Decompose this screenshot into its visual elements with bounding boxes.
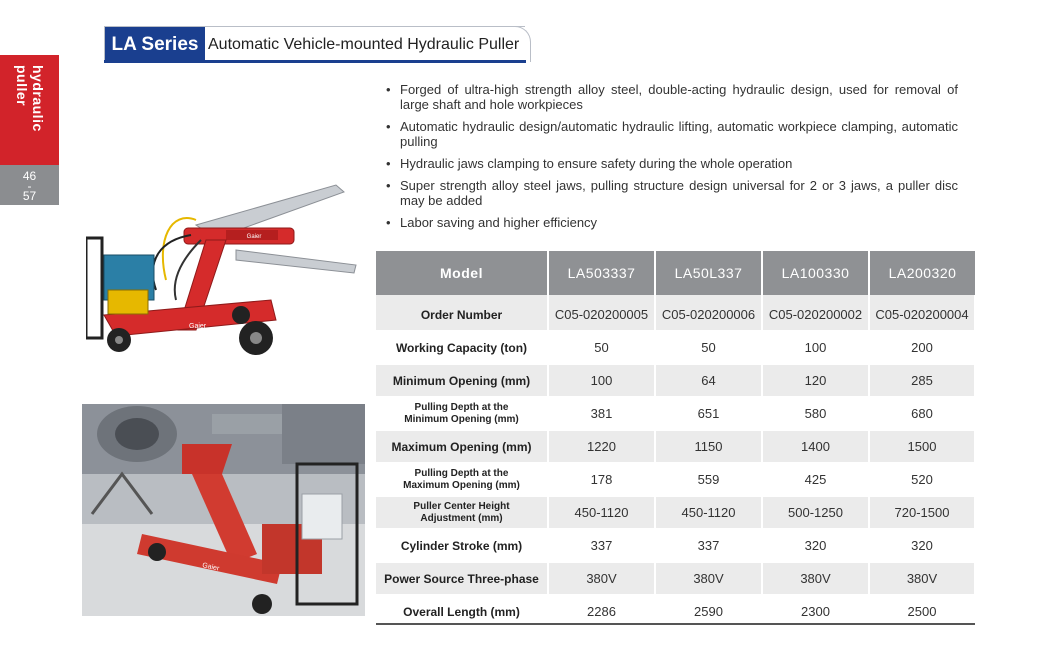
page-range-dash: - [27, 179, 32, 193]
table-row [376, 397, 975, 430]
column-header: LA100330 [762, 251, 869, 295]
table-cell: 520 [869, 463, 975, 496]
feature-list [386, 82, 958, 237]
table-row [376, 295, 975, 331]
table-cell: 450-1120 [548, 496, 655, 529]
table-cell: 2286 [548, 595, 655, 628]
table-cell: 580 [762, 397, 869, 430]
table-cell: 1150 [655, 430, 762, 463]
table-row [376, 364, 975, 397]
column-header: LA50L337 [655, 251, 762, 295]
row-label-line: Pulling Depth at the [414, 401, 509, 413]
row-label [376, 397, 548, 430]
row-label: Order Number [376, 295, 548, 331]
feature-item: • Forged of ultra-high strength alloy steel, double-acting hydraulic design, used for removal of large shaft and hole workpieces [386, 82, 958, 112]
row-label: Maximum Opening (mm) [376, 430, 548, 463]
row-label: Overall Length (mm) [376, 595, 548, 628]
table-cell: 680 [869, 397, 975, 430]
product-image [86, 180, 366, 360]
table-cell: 1500 [869, 430, 975, 463]
row-label-line: Puller Center Height [413, 500, 510, 512]
table-row [376, 496, 975, 529]
table-cell: 120 [762, 364, 869, 397]
table-cell: 200 [869, 331, 975, 364]
table-cell: 651 [655, 397, 762, 430]
series-subtitle: Automatic Vehicle-mounted Hydraulic Puller [208, 36, 520, 53]
page-range-end: 57 [22, 189, 37, 203]
row-label [376, 463, 548, 496]
title-tab [104, 26, 525, 62]
side-category-label: hydraulic puller [14, 65, 46, 132]
table-cell: 50 [655, 331, 762, 364]
feature-item: • Super strength alloy steel jaws, pulling structure design universal for 2 or 3 jaws, a puller disc may be added [386, 178, 958, 208]
table-cell: 425 [762, 463, 869, 496]
table-cell: 285 [869, 364, 975, 397]
row-label-line: Pulling Depth at the [414, 467, 509, 479]
table-cell: 720-1500 [869, 496, 975, 529]
table-cell: 178 [548, 463, 655, 496]
table-cell: C05-020200005 [548, 295, 655, 331]
row-label [376, 496, 548, 529]
table-row [376, 331, 975, 364]
table-cell: 380V [762, 562, 869, 595]
field-photo [82, 404, 365, 616]
table-cell: C05-020200004 [869, 295, 975, 331]
table-cell: 381 [548, 397, 655, 430]
table-cell: 100 [762, 331, 869, 364]
base-brand-label: Gaier [189, 323, 207, 330]
table-bottom-rule [376, 623, 975, 625]
photo-brand-label: Gaier [201, 562, 220, 573]
table-cell: 64 [655, 364, 762, 397]
row-label: Working Capacity (ton) [376, 331, 548, 364]
feature-item: • Labor saving and higher efficiency [386, 215, 958, 230]
feature-item: • Hydraulic jaws clamping to ensure safety during the whole operation [386, 156, 958, 171]
table-cell: 100 [548, 364, 655, 397]
table-cell: 2590 [655, 595, 762, 628]
table-row [376, 463, 975, 496]
table-cell: 337 [548, 529, 655, 562]
row-label-line: Maximum Opening (mm) [403, 479, 520, 491]
table-cell: 1220 [548, 430, 655, 463]
row-label: Power Source Three-phase [376, 562, 548, 595]
product-brand-label: Gaier [246, 234, 262, 240]
table-cell: 450-1120 [655, 496, 762, 529]
row-label-line: Adjustment (mm) [420, 512, 503, 524]
table-cell: 559 [655, 463, 762, 496]
page-range [0, 165, 59, 205]
table-cell: 380V [655, 562, 762, 595]
table-cell: 500-1250 [762, 496, 869, 529]
series-title: LA Series [105, 27, 205, 61]
title-underline [104, 60, 526, 63]
side-category-tab [0, 55, 59, 165]
table-header-row [376, 251, 975, 295]
table-row [376, 562, 975, 595]
table-row [376, 430, 975, 463]
table-cell: C05-020200002 [762, 295, 869, 331]
table-cell: 50 [548, 331, 655, 364]
table-cell: 320 [762, 529, 869, 562]
table-cell: 380V [548, 562, 655, 595]
page-range-start: 46 [22, 169, 37, 183]
row-label-line: Minimum Opening (mm) [404, 413, 519, 425]
table-cell: 1400 [762, 430, 869, 463]
column-header: Model [376, 251, 548, 295]
row-label: Cylinder Stroke (mm) [376, 529, 548, 562]
spec-table [376, 251, 976, 629]
table-cell: 337 [655, 529, 762, 562]
table-cell: 2300 [762, 595, 869, 628]
column-header: LA503337 [548, 251, 655, 295]
row-label: Minimum Opening (mm) [376, 364, 548, 397]
table-cell: 2500 [869, 595, 975, 628]
table-cell: C05-020200006 [655, 295, 762, 331]
table-cell: 380V [869, 562, 975, 595]
table-row [376, 529, 975, 562]
column-header: LA200320 [869, 251, 975, 295]
feature-item: • Automatic hydraulic design/automatic hydraulic lifting, automatic workpiece clamping, automatic pulling [386, 119, 958, 149]
table-cell: 320 [869, 529, 975, 562]
